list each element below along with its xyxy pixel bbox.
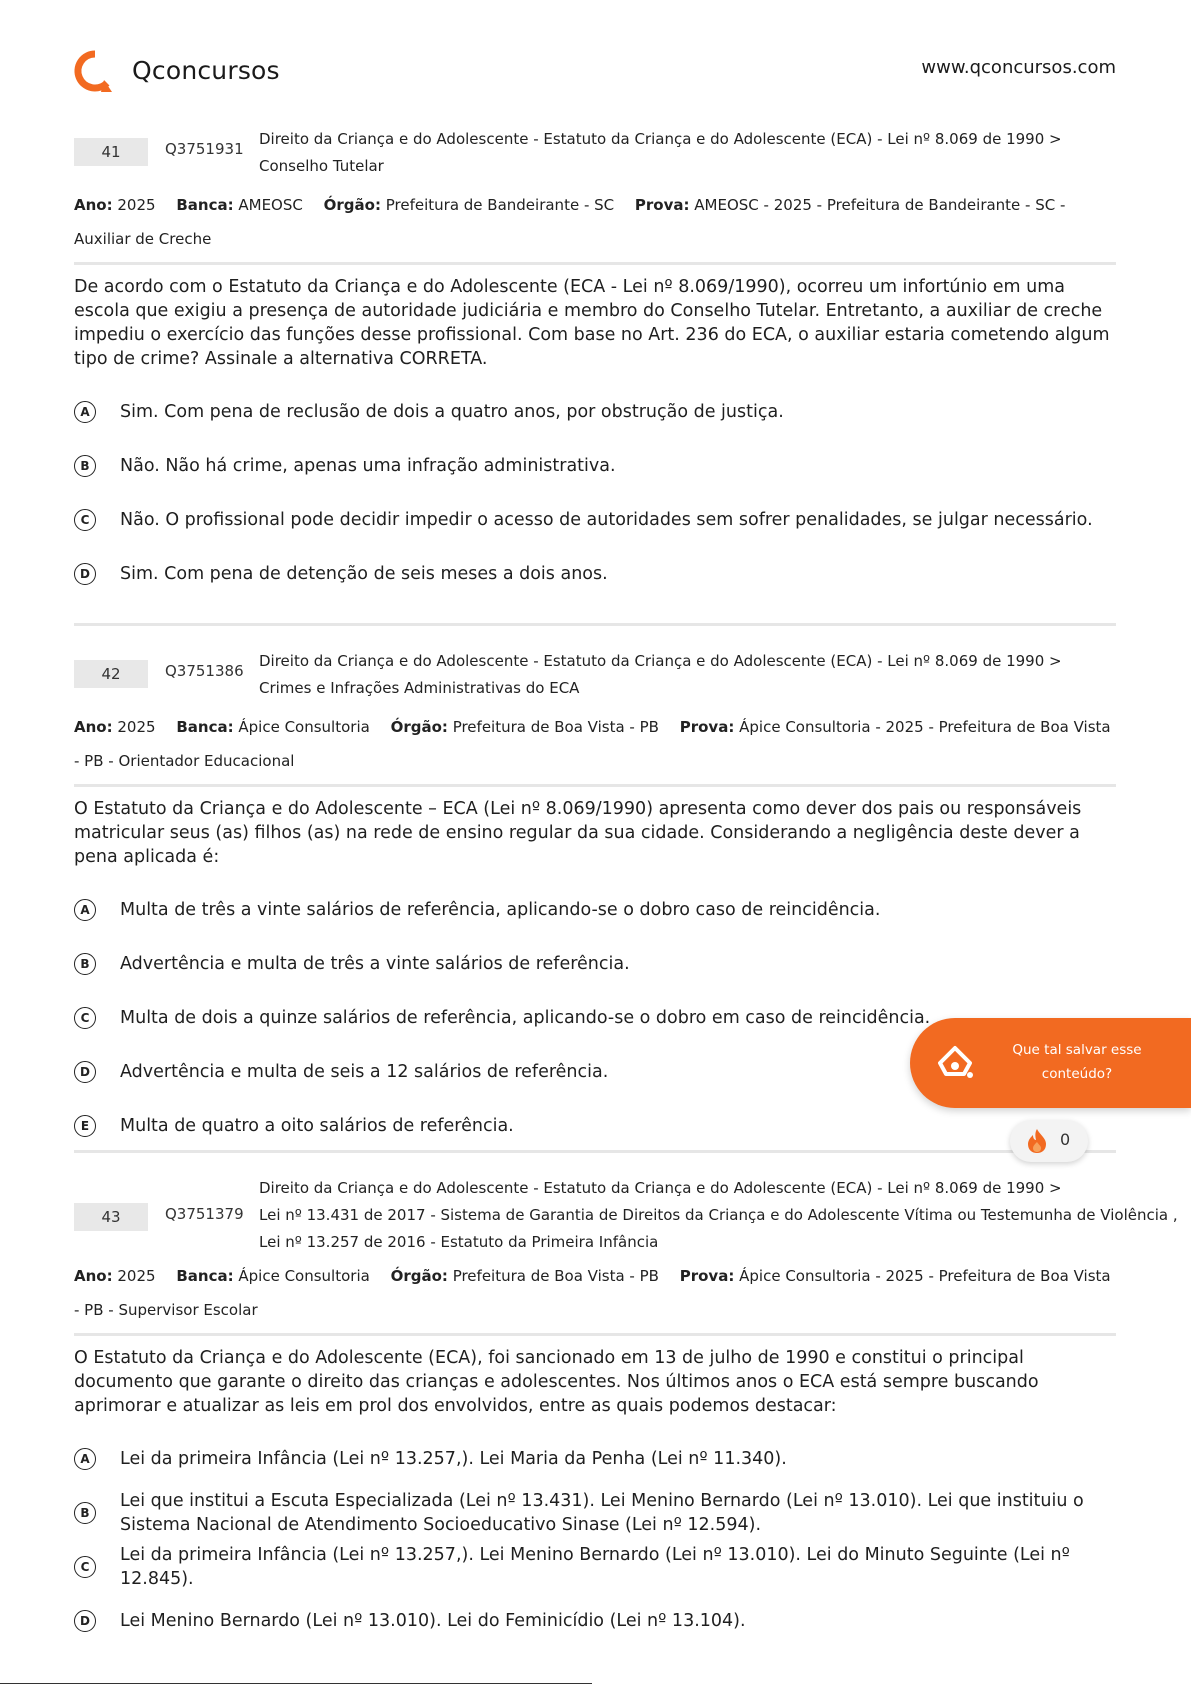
bookmark-save-icon xyxy=(934,1042,976,1084)
question-stem: O Estatuto da Criança e do Adolescente – ECA (Lei nº 8.069/1990) apresenta como dever dos pais ou responsáveis matricular seus (as) filhos (as) na rede de ensino regular da sua cidade. Considerando a negligência deste dever a pena aplicada é: xyxy=(74,799,1082,867)
page-header xyxy=(74,48,1116,98)
prova-label: Prova: xyxy=(679,1267,735,1285)
subject-line: Lei nº 13.431 de 2017 - Sistema de Garantia de Direitos da Criança e do Adolescente Vítima ou Testemunha de Violência , xyxy=(259,1206,1178,1224)
banca-label: Banca: xyxy=(176,718,234,736)
option-letter-c[interactable]: C xyxy=(74,509,96,531)
option-letter-c[interactable]: C xyxy=(74,1007,96,1029)
option-letter-c[interactable]: C xyxy=(74,1556,96,1578)
question-number: 41 xyxy=(74,138,148,166)
prova-value: AMEOSC - 2025 - Prefeitura de Bandeirante - SC - Auxiliar de Creche xyxy=(74,196,1066,248)
question-meta xyxy=(74,1259,1116,1327)
like-count: 0 xyxy=(1060,1130,1071,1149)
divider xyxy=(74,784,1116,787)
alternative-d[interactable] xyxy=(74,1594,1116,1648)
divider xyxy=(74,262,1116,265)
subject-line: Direito da Criança e do Adolescente - Estatuto da Criança e do Adolescente (ECA) - Lei nº 8.069 de 1990 > xyxy=(259,1179,1062,1197)
brand-name: Qconcursos xyxy=(132,56,280,85)
alternative-a[interactable] xyxy=(74,385,1116,439)
banca-label: Banca: xyxy=(176,1267,234,1285)
alternative-text: Não. Não há crime, apenas uma infração administrativa. xyxy=(120,456,616,476)
banca-value: Ápice Consultoria xyxy=(238,1267,370,1285)
option-letter-a[interactable]: A xyxy=(74,1448,96,1470)
alternative-a[interactable] xyxy=(74,1432,1116,1486)
question-header xyxy=(74,126,1116,188)
question-subject xyxy=(259,648,1062,702)
alternative-b[interactable] xyxy=(74,1486,1116,1540)
question-separator xyxy=(74,1150,1116,1153)
alternative-a[interactable] xyxy=(74,883,1116,937)
question-separator xyxy=(74,623,1116,626)
subject-line: Direito da Criança e do Adolescente - Estatuto da Criança e do Adolescente (ECA) - Lei nº 8.069 de 1990 > xyxy=(259,130,1062,148)
banca-label: Banca: xyxy=(176,196,234,214)
question-subject xyxy=(259,126,1062,180)
option-letter-a[interactable]: A xyxy=(74,899,96,921)
question-meta xyxy=(74,710,1116,778)
question-id[interactable]: Q3751931 xyxy=(165,140,244,158)
banca-value: AMEOSC xyxy=(238,196,303,214)
ano-label: Ano: xyxy=(74,1267,113,1285)
orgao-value: Prefeitura de Bandeirante - SC xyxy=(385,196,615,214)
site-url[interactable]: www.qconcursos.com xyxy=(921,57,1116,78)
prova-label: Prova: xyxy=(679,718,735,736)
option-letter-b[interactable]: B xyxy=(74,953,96,975)
subject-line: Conselho Tutelar xyxy=(259,157,384,175)
orgao-value: Prefeitura de Boa Vista - PB xyxy=(452,718,659,736)
alternative-b[interactable] xyxy=(74,439,1116,493)
subject-line: Direito da Criança e do Adolescente - Estatuto da Criança e do Adolescente (ECA) - Lei nº 8.069 de 1990 > xyxy=(259,652,1062,670)
prova-label: Prova: xyxy=(634,196,690,214)
question-stem: De acordo com o Estatuto da Criança e do Adolescente (ECA - Lei nº 8.069/1990), ocorreu um infortúnio em uma escola que exigiu a presença de autoridade judiciária e membro do Conselho Tutelar. Entretanto, a auxiliar de creche impediu o exercício das funções desse profissional. Com base no Art. 236 do ECA, o auxiliar estaria cometendo algum tipo de crime? Assinale a alternativa CORRETA. xyxy=(74,277,1110,369)
alternative-text: Não. O profissional pode decidir impedir o acesso de autoridades sem sofrer penalidades, se julgar necessário. xyxy=(120,510,1093,530)
orgao-value: Prefeitura de Boa Vista - PB xyxy=(452,1267,659,1285)
alternative-text: Sim. Com pena de reclusão de dois a quatro anos, por obstrução de justiça. xyxy=(120,402,784,422)
alternative-c[interactable] xyxy=(74,493,1116,547)
prova-value: Ápice Consultoria - 2025 - Prefeitura de Boa Vista - PB - Orientador Educacional xyxy=(74,718,1111,770)
orgao-label: Órgão: xyxy=(323,196,381,214)
option-letter-d[interactable]: D xyxy=(74,563,96,585)
alternative-text: Sim. Com pena de detenção de seis meses a dois anos. xyxy=(120,564,608,584)
ano-value: 2025 xyxy=(117,196,156,214)
option-letter-b[interactable]: B xyxy=(74,1502,96,1524)
save-prompt-text: Que tal salvar esse conteúdo? xyxy=(1012,1042,1142,1082)
save-content-button[interactable] xyxy=(910,1018,1191,1108)
question-id[interactable]: Q3751386 xyxy=(165,662,244,680)
alternative-text: Multa de três a vinte salários de referência, aplicando-se o dobro caso de reincidência. xyxy=(120,900,881,920)
prova-value: Ápice Consultoria - 2025 - Prefeitura de Boa Vista - PB - Supervisor Escolar xyxy=(74,1267,1111,1319)
question-header xyxy=(74,648,1116,710)
question-header xyxy=(74,1175,1178,1259)
alternative-text: Lei Menino Bernardo (Lei nº 13.010). Lei do Feminicídio (Lei nº 13.104). xyxy=(120,1611,746,1631)
question-43 xyxy=(74,1175,1178,1648)
question-meta xyxy=(74,188,1116,256)
alternative-text: Multa de quatro a oito salários de referência. xyxy=(120,1116,514,1136)
divider xyxy=(74,1333,1116,1336)
alternative-b[interactable] xyxy=(74,937,1116,991)
question-stem: O Estatuto da Criança e do Adolescente (ECA), foi sancionado em 13 de julho de 1990 e constitui o principal documento que garante o direito das crianças e adolescentes. Nos últimos anos o ECA está sempre buscando aprimorar e atualizar as leis em prol dos envolvidos, entre as quais podemos destacar: xyxy=(74,1348,1039,1416)
flame-icon xyxy=(1026,1128,1048,1154)
alternative-text: Advertência e multa de três a vinte salários de referência. xyxy=(120,954,630,974)
alternative-text: Lei da primeira Infância (Lei nº 13.257,). Lei Menino Bernardo (Lei nº 13.010). Lei do Minuto Seguinte (Lei nº 12.845). xyxy=(120,1545,1070,1589)
question-id[interactable]: Q3751379 xyxy=(165,1205,244,1223)
alternative-text: Lei que institui a Escuta Especializada (Lei nº 13.431). Lei Menino Bernardo (Lei nº 13.010). Lei que instituiu o Sistema Nacional de Atendimento Socioeducativo Sinase (Lei nº 12.594). xyxy=(120,1491,1084,1535)
orgao-label: Órgão: xyxy=(390,718,448,736)
alternative-d[interactable] xyxy=(74,547,1116,601)
option-letter-d[interactable]: D xyxy=(74,1610,96,1632)
question-subject xyxy=(259,1175,1178,1256)
qconcursos-logo-icon xyxy=(74,50,116,94)
question-number: 42 xyxy=(74,660,148,688)
alternative-text: Advertência e multa de seis a 12 salários de referência. xyxy=(120,1062,609,1082)
like-button[interactable] xyxy=(1010,1120,1088,1162)
subject-line: Crimes e Infrações Administrativas do ECA xyxy=(259,679,580,697)
alternative-c[interactable] xyxy=(74,1540,1116,1594)
option-letter-b[interactable]: B xyxy=(74,455,96,477)
option-letter-d[interactable]: D xyxy=(74,1061,96,1083)
alternative-text: Lei da primeira Infância (Lei nº 13.257,). Lei Maria da Penha (Lei nº 11.340). xyxy=(120,1449,787,1469)
option-letter-e[interactable]: E xyxy=(74,1115,96,1137)
option-letter-a[interactable]: A xyxy=(74,401,96,423)
ano-value: 2025 xyxy=(117,718,156,736)
subject-line: Lei nº 13.257 de 2016 - Estatuto da Primeira Infância xyxy=(259,1233,659,1251)
ano-label: Ano: xyxy=(74,718,113,736)
banca-value: Ápice Consultoria xyxy=(238,718,370,736)
ano-label: Ano: xyxy=(74,196,113,214)
orgao-label: Órgão: xyxy=(390,1267,448,1285)
question-number: 43 xyxy=(74,1203,148,1231)
question-41 xyxy=(74,126,1116,601)
alternative-text: Multa de dois a quinze salários de referência, aplicando-se o dobro em caso de reincidência. xyxy=(120,1008,931,1028)
ano-value: 2025 xyxy=(117,1267,156,1285)
page-bottom-rule xyxy=(0,1683,592,1684)
